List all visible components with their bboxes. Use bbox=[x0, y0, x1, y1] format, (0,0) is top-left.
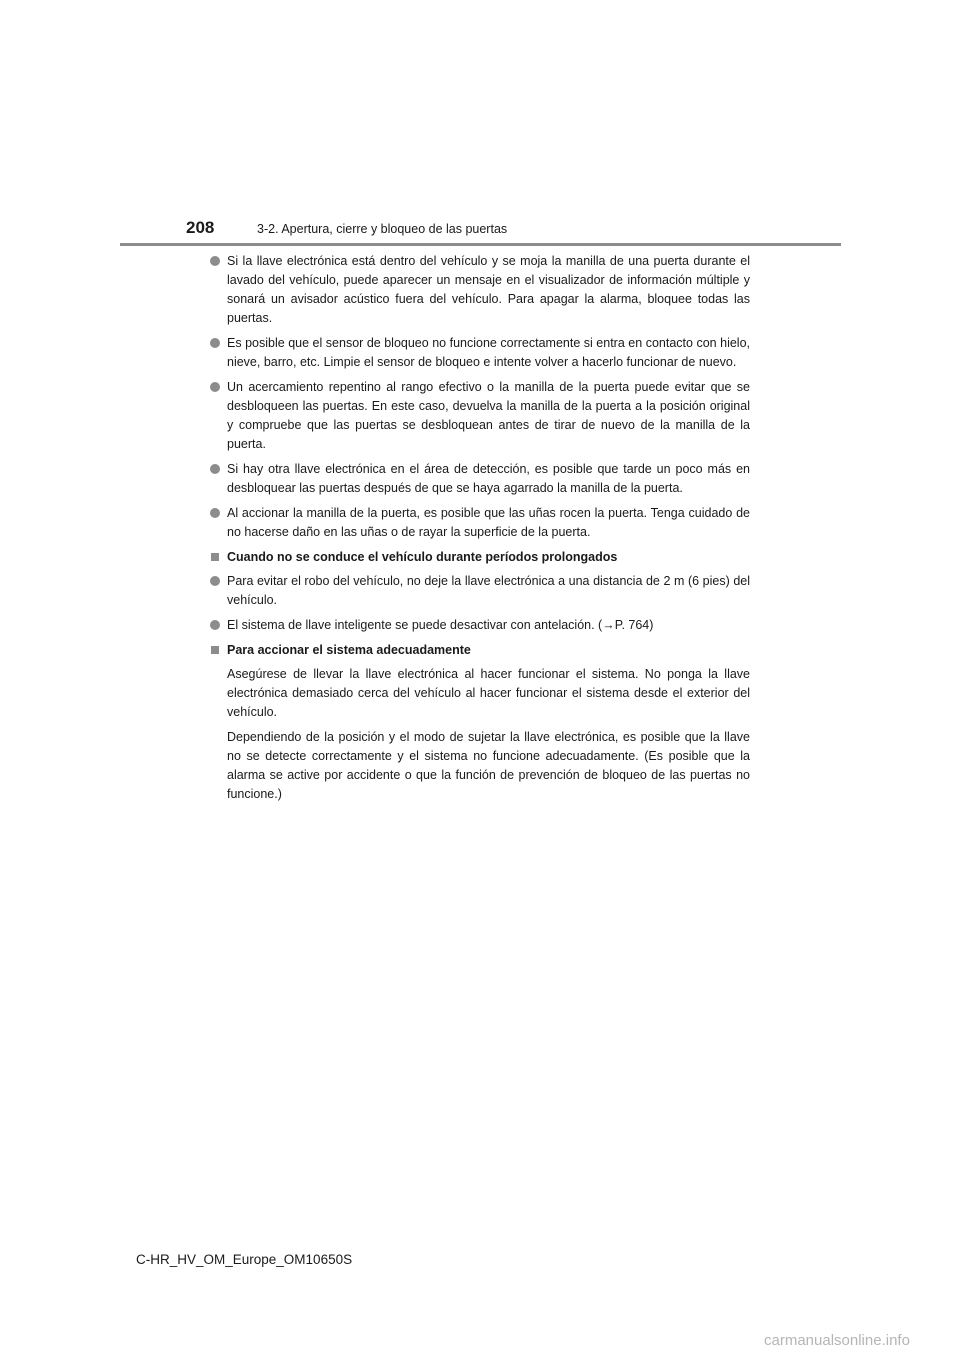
section-heading-proper-operation bbox=[210, 641, 750, 660]
bullet-item bbox=[210, 616, 750, 635]
bullet-text: El sistema de llave inteligente se puede desactivar con antelación. (→P. 764) bbox=[227, 618, 654, 632]
bullet-circle-icon bbox=[210, 508, 220, 518]
bullet-text: Si la llave electrónica está dentro del vehículo y se moja la manilla de una puerta durante el lavado del vehículo, puede aparecer un mensaje en el visualizador de información múltiple y sonará un avisador acústico fuera del vehículo. Para apagar la alarma, bloquee todas las puertas. bbox=[227, 254, 750, 325]
paragraph: Asegúrese de llevar la llave electrónica al hacer funcionar el sistema. No ponga la llave electrónica demasiado cerca del vehículo al hacer funcionar el sistema desde el exterior del vehículo. bbox=[227, 667, 750, 719]
page-number: 208 bbox=[186, 218, 215, 237]
page-content bbox=[210, 252, 750, 810]
document-code: C-HR_HV_OM_Europe_OM10650S bbox=[136, 1252, 353, 1267]
bullet-circle-icon bbox=[210, 620, 220, 630]
bullet-item bbox=[210, 334, 750, 372]
bullet-circle-icon bbox=[210, 382, 220, 392]
section-title: 3-2. Apertura, cierre y bloqueo de las puertas bbox=[257, 222, 508, 236]
heading-square-icon bbox=[211, 553, 219, 561]
bullet-circle-icon bbox=[210, 338, 220, 348]
bullet-item bbox=[210, 572, 750, 610]
paragraph: Dependiendo de la posición y el modo de sujetar la llave electrónica, es posible que la llave no se detecte correctamente y el sistema no funcione adecuadamente. (Es posible que la alarma se active por accidente o que la función de prevención de bloqueo de las puertas no funcione.) bbox=[227, 730, 750, 801]
header-divider bbox=[120, 243, 841, 246]
bullet-text: Si hay otra llave electrónica en el área de detección, es posible que tarde un poco más en desbloquear las puertas después de que se haya agarrado la manilla de la puerta. bbox=[227, 462, 750, 495]
watermark: carmanualsonline.info bbox=[764, 1332, 910, 1349]
bullet-item bbox=[210, 504, 750, 542]
bullet-text: Es posible que el sensor de bloqueo no funcione correctamente si entra en contacto con hielo, nieve, barro, etc. Limpie el sensor de bloqueo e intente volver a hacerlo funcionar de nuevo. bbox=[227, 336, 750, 369]
bullet-item bbox=[210, 252, 750, 328]
bullet-text: Para evitar el robo del vehículo, no deje la llave electrónica a una distancia de 2 m (6 pies) del vehículo. bbox=[227, 574, 750, 607]
section-heading-long-periods bbox=[210, 548, 750, 567]
bullet-circle-icon bbox=[210, 576, 220, 586]
heading-text: Para accionar el sistema adecuadamente bbox=[227, 643, 471, 657]
bullet-text: Un acercamiento repentino al rango efectivo o la manilla de la puerta puede evitar que se desbloqueen las puertas. En este caso, devuelva la manilla de la puerta a la posición original y compruebe que las puertas se desbloquean antes de tirar de nuevo de la manilla de la puerta. bbox=[227, 380, 750, 451]
heading-text: Cuando no se conduce el vehículo durante períodos prolongados bbox=[227, 550, 618, 564]
page-header bbox=[0, 0, 960, 250]
bullet-item bbox=[210, 460, 750, 498]
bullet-circle-icon bbox=[210, 464, 220, 474]
heading-square-icon bbox=[211, 646, 219, 654]
bullet-item bbox=[210, 378, 750, 454]
bullet-text: Al accionar la manilla de la puerta, es posible que las uñas rocen la puerta. Tenga cuidado de no hacerse daño en las uñas o de rayar la superficie de la puerta. bbox=[227, 506, 750, 539]
bullet-circle-icon bbox=[210, 256, 220, 266]
